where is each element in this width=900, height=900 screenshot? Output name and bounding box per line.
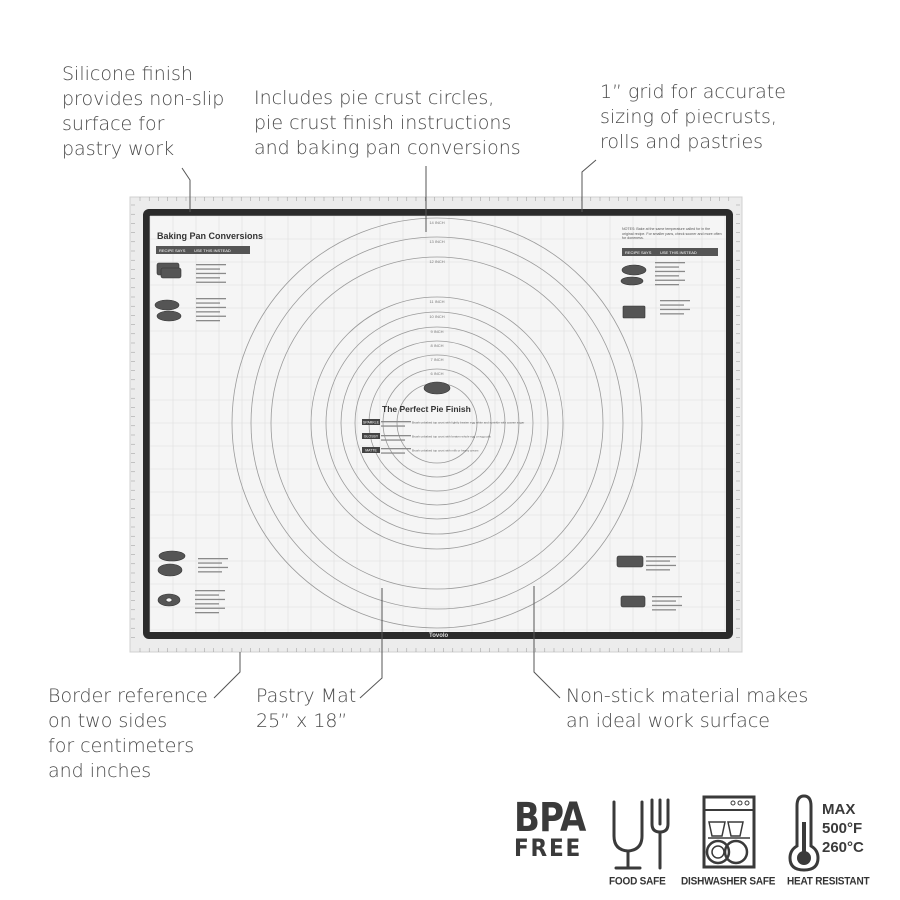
finish-tag: SPARKLE xyxy=(363,420,379,425)
circle-label: 8 INCH xyxy=(430,343,444,348)
glass-fork-icon xyxy=(614,800,668,868)
callout-one-inch-grid: 1” grid for accurate sizing of piecrusts, rolls and pastries xyxy=(600,81,786,153)
finish-description: Brush unbaked top crust with milk or heavy cream xyxy=(412,448,479,453)
callout-border-reference: Border reference on two sides for centimeters and inches xyxy=(48,685,208,782)
free-text: FREE xyxy=(514,834,583,862)
brand-logo: Tovolo xyxy=(429,633,449,639)
circle-label: 11 INCH xyxy=(429,299,445,304)
dishwasher-icon xyxy=(704,797,754,867)
callout-mat-size: Pastry Mat 25” x 18” xyxy=(256,685,357,732)
callout-silicone-finish: Silicone finish provides non-slip surface for pastry work xyxy=(62,63,225,160)
circle-label: 12 INCH xyxy=(429,259,445,264)
bpa-text: BPA xyxy=(514,795,586,841)
finish-tag: GLOSSY xyxy=(363,434,379,439)
thermometer-icon xyxy=(790,796,818,870)
circle-label: 9 INCH xyxy=(430,329,444,334)
right-header-recipe: RECIPE SAYS xyxy=(625,250,652,255)
circle-label: 6 INCH xyxy=(430,371,444,376)
callout-non-stick: Non-stick material makes an ideal work surface xyxy=(566,685,809,732)
left-header-recipe: RECIPE SAYS xyxy=(159,248,186,253)
circle-label: 10 INCH xyxy=(429,314,445,319)
circle-label: 13 INCH xyxy=(429,239,445,244)
circle-label: 14 INCH xyxy=(429,220,445,225)
callout-pie-crust-circles: Includes pie crust circles, pie crust finish instructions and baking pan conversions xyxy=(254,87,521,159)
pie-finish-title: The Perfect Pie Finish xyxy=(382,404,471,414)
finish-description: Brush unbaked top crust with lightly beaten egg white and sprinkle with coarse sugar xyxy=(412,420,525,425)
max-temperature-text: MAX 500°F 260°C xyxy=(822,801,864,856)
mat-notes-text: NOTES: Bake at the same temperature called for in the original recipe. For smaller pans, check sooner and more often for doneness. xyxy=(622,227,722,240)
circle-label: 7 INCH xyxy=(430,357,444,362)
food-safe-label: FOOD SAFE xyxy=(609,875,666,888)
heat-resistant-label: HEAT RESISTANT xyxy=(787,875,870,888)
finish-tag: MATTE xyxy=(365,448,377,453)
mat-title: Baking Pan Conversions xyxy=(157,231,264,241)
right-header-use: USE THIS INSTEAD xyxy=(660,250,697,255)
finish-description: Brush unbaked top crust with beaten whole egg or egg yolk xyxy=(412,434,491,439)
left-header-use: USE THIS INSTEAD xyxy=(194,248,231,253)
dishwasher-safe-label: DISHWASHER SAFE xyxy=(681,875,776,888)
